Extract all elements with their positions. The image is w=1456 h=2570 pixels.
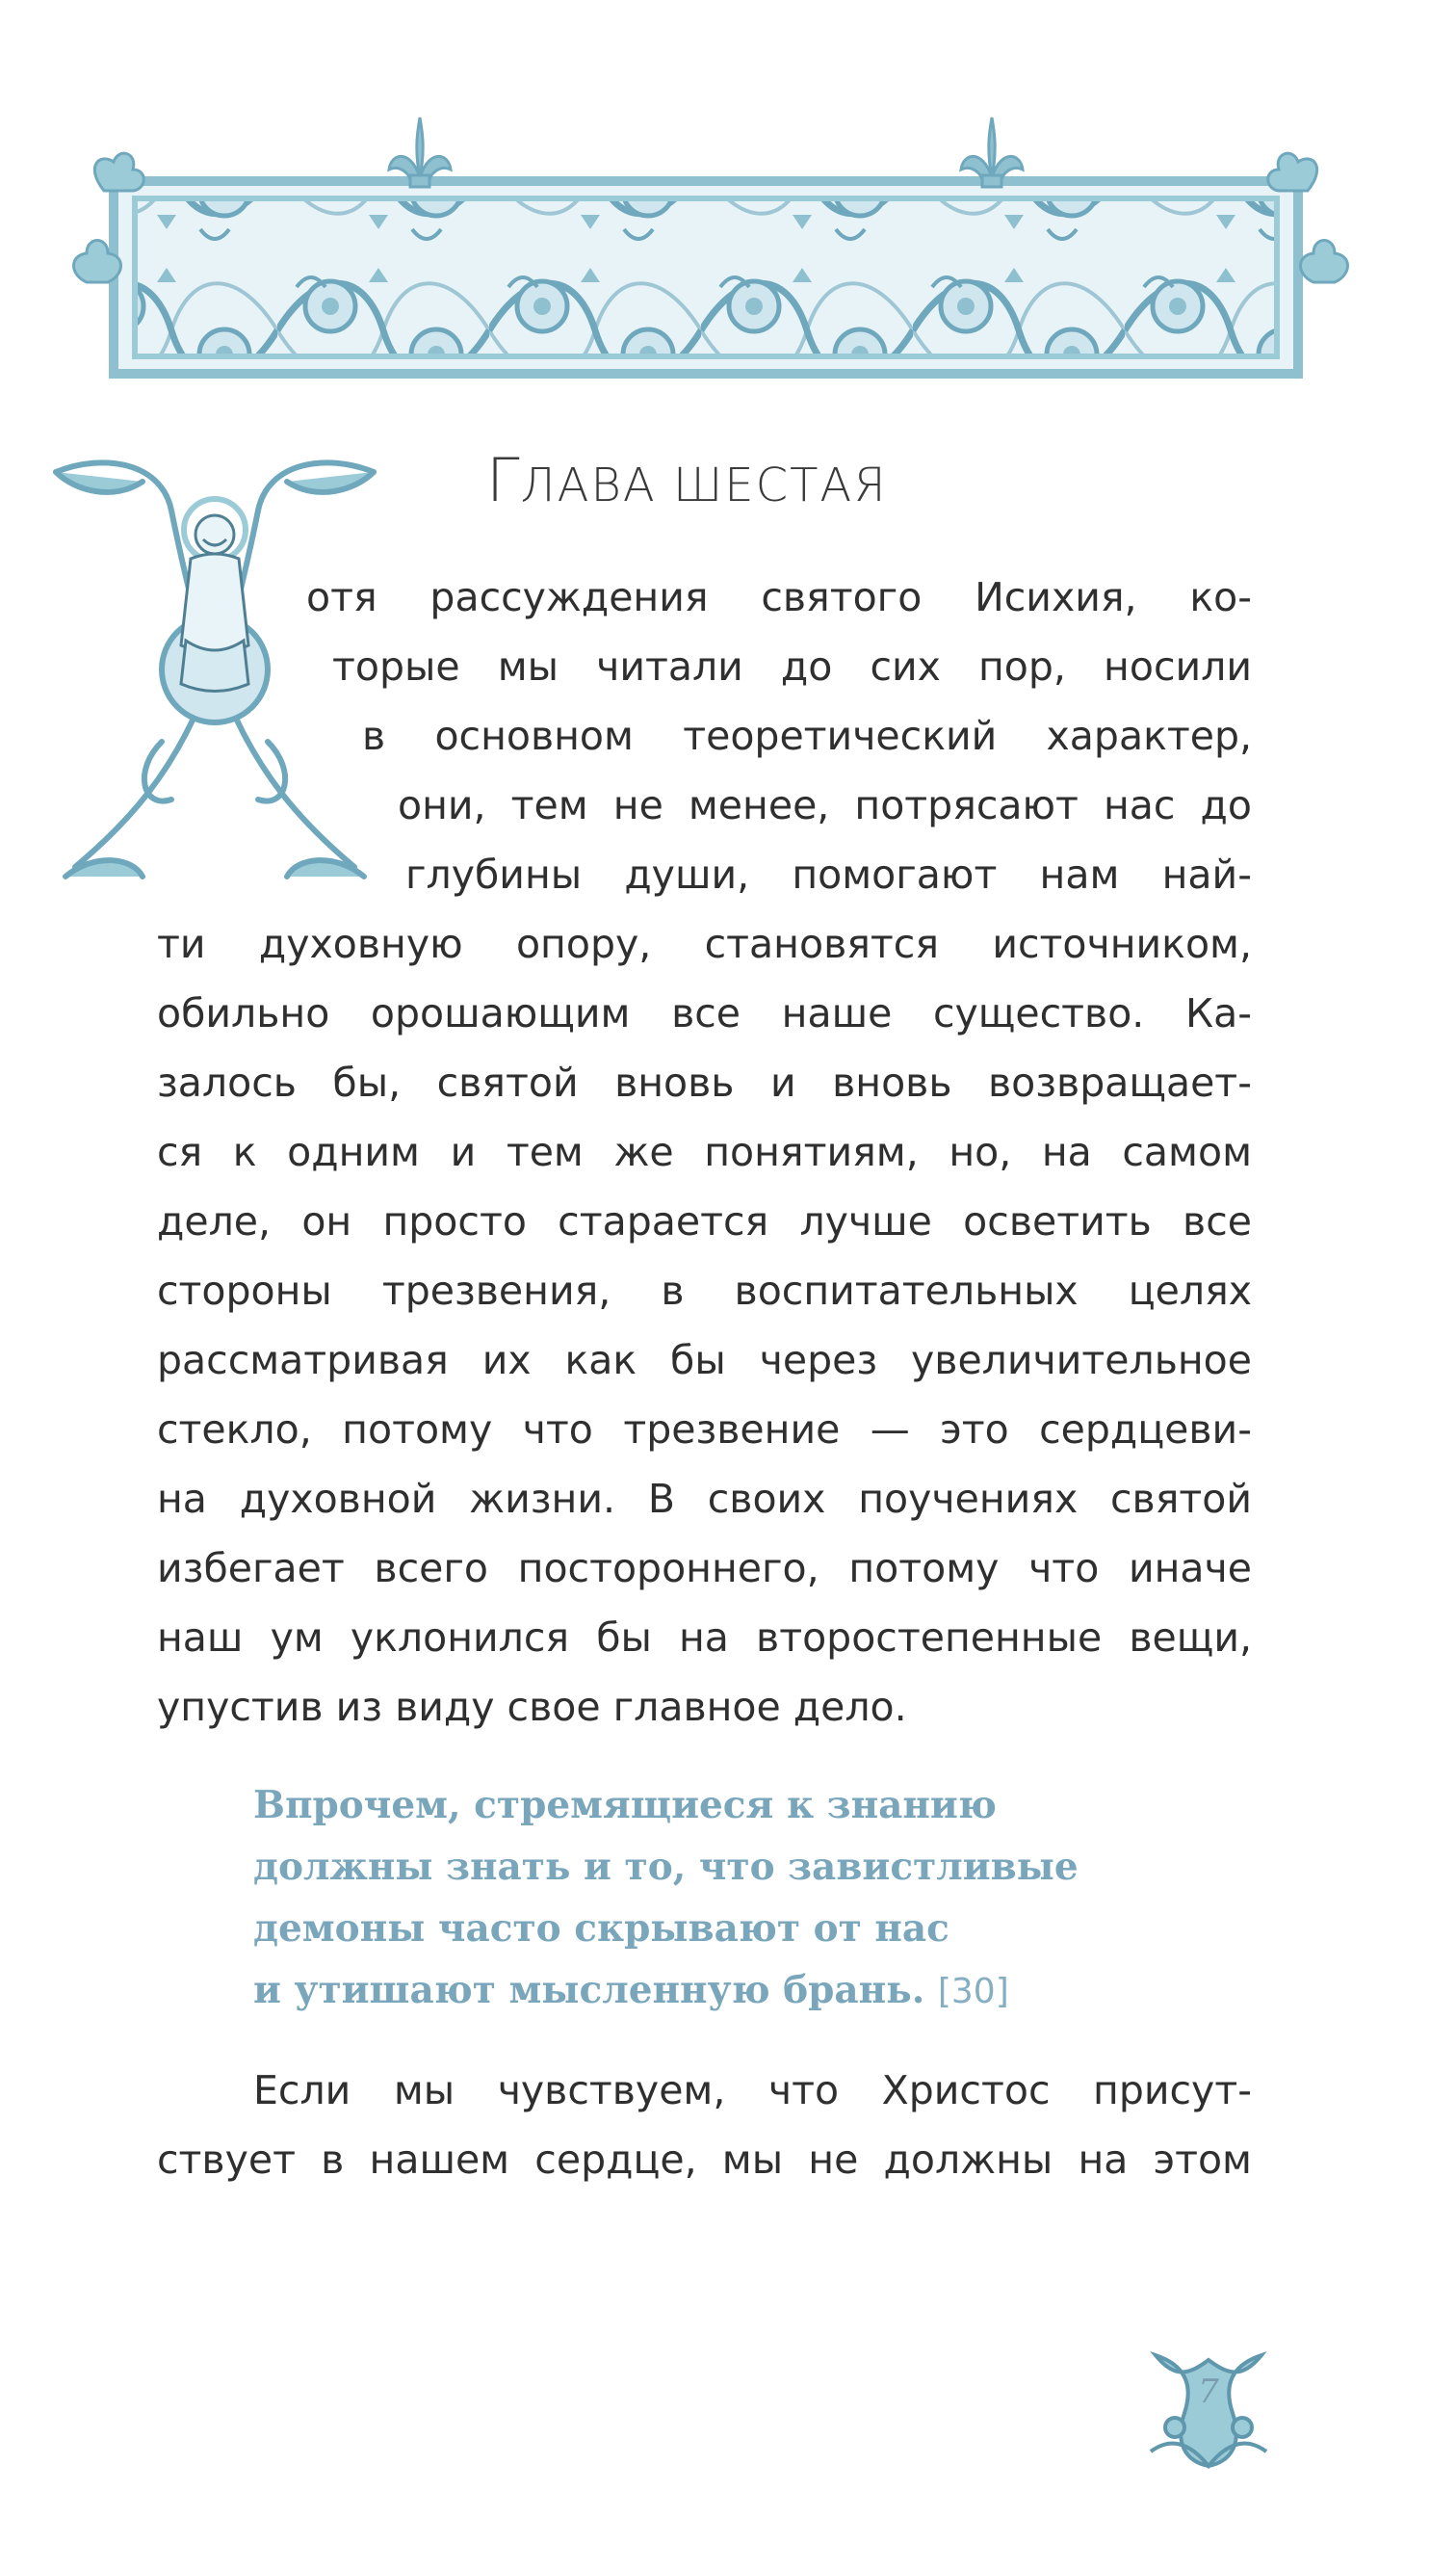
paragraph-line: ствует в нашем сердце, мы не должны на этом bbox=[157, 2137, 1252, 2183]
chapter-title bbox=[486, 445, 888, 515]
paragraph-line: стекло, потому что трезвение — это сердцеви- bbox=[157, 1406, 1252, 1453]
paragraph-line: глубины души, помогают нам най- bbox=[405, 852, 1252, 898]
paragraph-line: Если мы чувствуем, что Христос присут- bbox=[253, 2067, 1252, 2113]
chapter-title-initial: Г bbox=[486, 445, 521, 515]
paragraph-line: деле, он просто старается лучше осветить все bbox=[157, 1198, 1252, 1245]
paragraph-line: торые мы читали до сих пор, носили bbox=[332, 643, 1252, 690]
paragraph-line: обильно орошающим все наше существо. Ка- bbox=[157, 990, 1252, 1036]
paragraph-line: ся к одним и тем же понятиям, но, на самом bbox=[157, 1129, 1252, 1175]
paragraph-line: стороны трезвения, в воспитательных целях bbox=[157, 1268, 1252, 1314]
paragraph-line: они, тем не менее, потрясают нас до bbox=[398, 782, 1252, 828]
paragraph-line: упустив из виду свое главное дело. bbox=[157, 1684, 907, 1730]
page-number: 7 bbox=[1198, 2373, 1219, 2411]
quote-reference: [30] bbox=[937, 1972, 1009, 2011]
chapter-title-rest: ЛАВА ШЕСТАЯ bbox=[520, 459, 888, 512]
paragraph-line: в основном теоретический характер, bbox=[362, 713, 1252, 759]
paragraph-line: наш ум уклонился бы на второстепенные вещи, bbox=[157, 1614, 1252, 1661]
paragraph-line: отя рассуждения святого Исихия, ко- bbox=[306, 574, 1252, 620]
paragraph-line: залось бы, святой вновь и вновь возвращает- bbox=[157, 1060, 1252, 1106]
quote-line-last bbox=[253, 1968, 1009, 2012]
ornamental-headpiece bbox=[65, 85, 1356, 393]
paragraph-line: на духовной жизни. В своих поучениях святой bbox=[157, 1476, 1252, 1522]
quote-line: демоны часто скрывают от нас bbox=[253, 1906, 949, 1951]
paragraph-line: рассматривая их как бы через увеличительное bbox=[157, 1337, 1252, 1383]
paragraph-line: избегает всего постороннего, потому что иначе bbox=[157, 1545, 1252, 1591]
quote-line: должны знать и то, что завистливые bbox=[253, 1845, 1079, 1889]
quote-text: и утишают мысленную брань. bbox=[253, 1968, 925, 2012]
paragraph-line: ти духовную опору, становятся источником, bbox=[157, 921, 1252, 967]
quote-line: Впрочем, стремящиеся к знанию bbox=[253, 1783, 997, 1827]
